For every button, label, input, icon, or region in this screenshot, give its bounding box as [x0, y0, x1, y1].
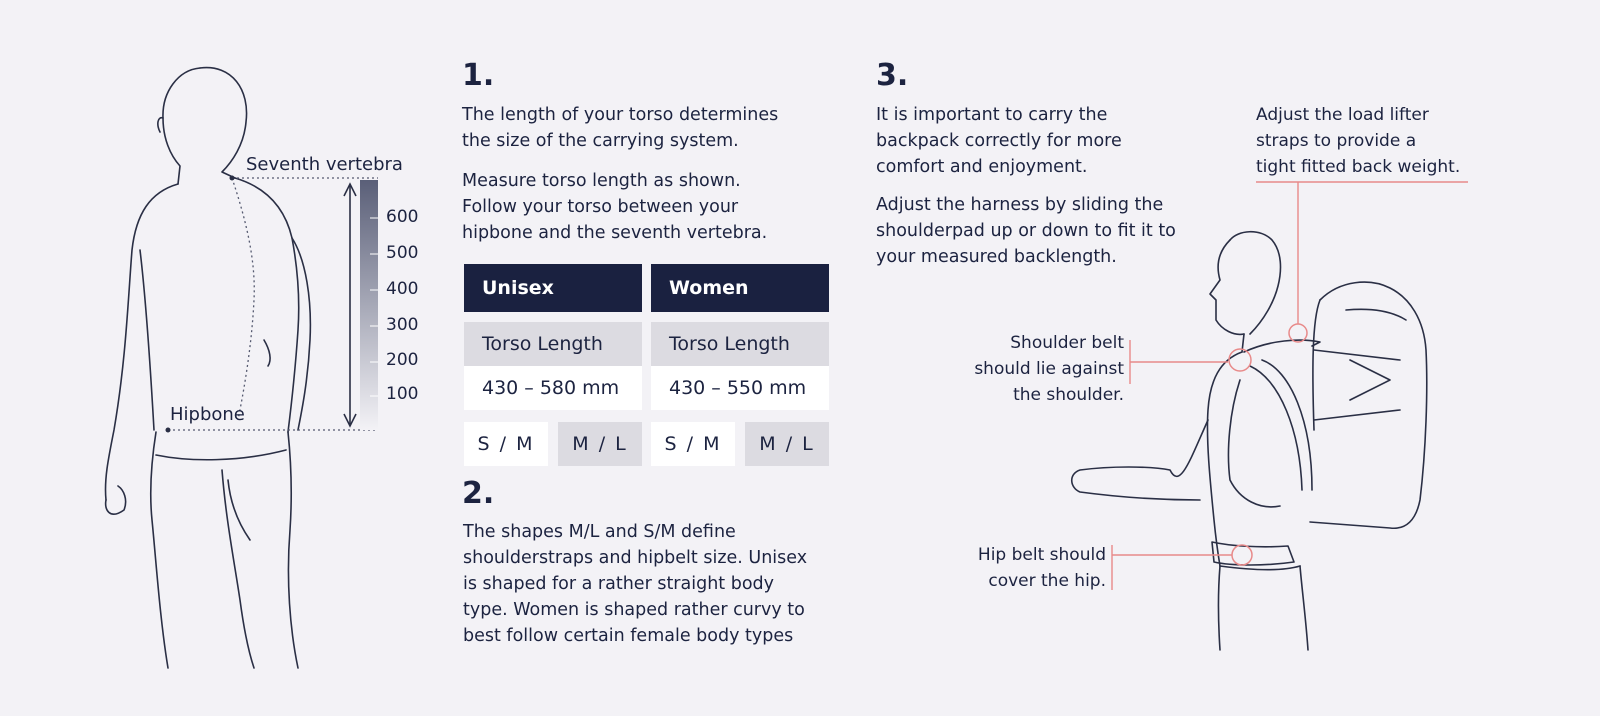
step-3-line: comfort and enjoyment. [876, 157, 1088, 177]
step-3-line: It is important to carry the [876, 105, 1108, 125]
step-3-line: Adjust the harness by sliding the [876, 195, 1164, 215]
scale-tick-400: 400 [386, 279, 419, 299]
shoulder-belt-callout [940, 330, 1124, 408]
step-3-line: shoulderpad up or down to fit it to [876, 221, 1176, 241]
step-2-line: The shapes M/L and S/M define [463, 522, 736, 542]
step-1-line: hipbone and the seventh vertebra. [462, 223, 768, 243]
step-1-line: the size of the carrying system. [462, 131, 739, 151]
women-torso-label: Torso Length [651, 322, 829, 366]
step-2-line: shoulderstraps and hipbelt size. Unisex [463, 548, 808, 568]
step-2-line: type. Women is shaped rather curvy to [463, 600, 805, 620]
step-2-line: best follow certain female body types [463, 626, 794, 646]
callout-line: should lie against [974, 359, 1124, 379]
hipbone-label: Hipbone [170, 404, 245, 425]
callout-line: the shoulder. [1013, 385, 1124, 405]
scale-tick-300: 300 [386, 315, 419, 335]
unisex-header: Unisex [464, 264, 642, 312]
callout-line: straps to provide a [1256, 131, 1417, 151]
step-1-line: Measure torso length as shown. [462, 171, 741, 191]
women-size-sm: S / M [651, 422, 735, 466]
callout-line: Shoulder belt [1010, 333, 1124, 353]
unisex-torso-value: 430 – 580 mm [464, 366, 642, 410]
scale-tick-200: 200 [386, 350, 419, 370]
scale-tick-500: 500 [386, 243, 419, 263]
women-header: Women [651, 264, 829, 312]
load-lifter-callout [1256, 102, 1486, 180]
step-3-number: 3. [876, 58, 909, 93]
scale-tick-100: 100 [386, 384, 419, 404]
callout-line: tight fitted back weight. [1256, 157, 1461, 177]
women-torso-value: 430 – 550 mm [651, 366, 829, 410]
scale-tick-600: 600 [386, 207, 419, 227]
callout-line: Hip belt should [977, 545, 1106, 565]
step-2-line: is shaped for a rather straight body [463, 574, 774, 594]
women-size-ml: M / L [745, 422, 829, 466]
step-1-line: Follow your torso between your [462, 197, 739, 217]
step-1-line: The length of your torso determines [462, 105, 779, 125]
unisex-size-sm: S / M [464, 422, 548, 466]
step-3-line: backpack correctly for more [876, 131, 1122, 151]
unisex-size-ml: M / L [558, 422, 642, 466]
callout-line: Adjust the load lifter [1256, 105, 1429, 125]
hip-belt-callout [920, 542, 1106, 594]
unisex-torso-label: Torso Length [464, 322, 642, 366]
callout-line: cover the hip. [988, 571, 1106, 591]
step-2-number: 2. [462, 476, 495, 511]
step-3-line: your measured backlength. [876, 247, 1117, 267]
seventh-vertebra-label: Seventh vertebra [246, 154, 403, 175]
step-1-number: 1. [462, 58, 495, 93]
